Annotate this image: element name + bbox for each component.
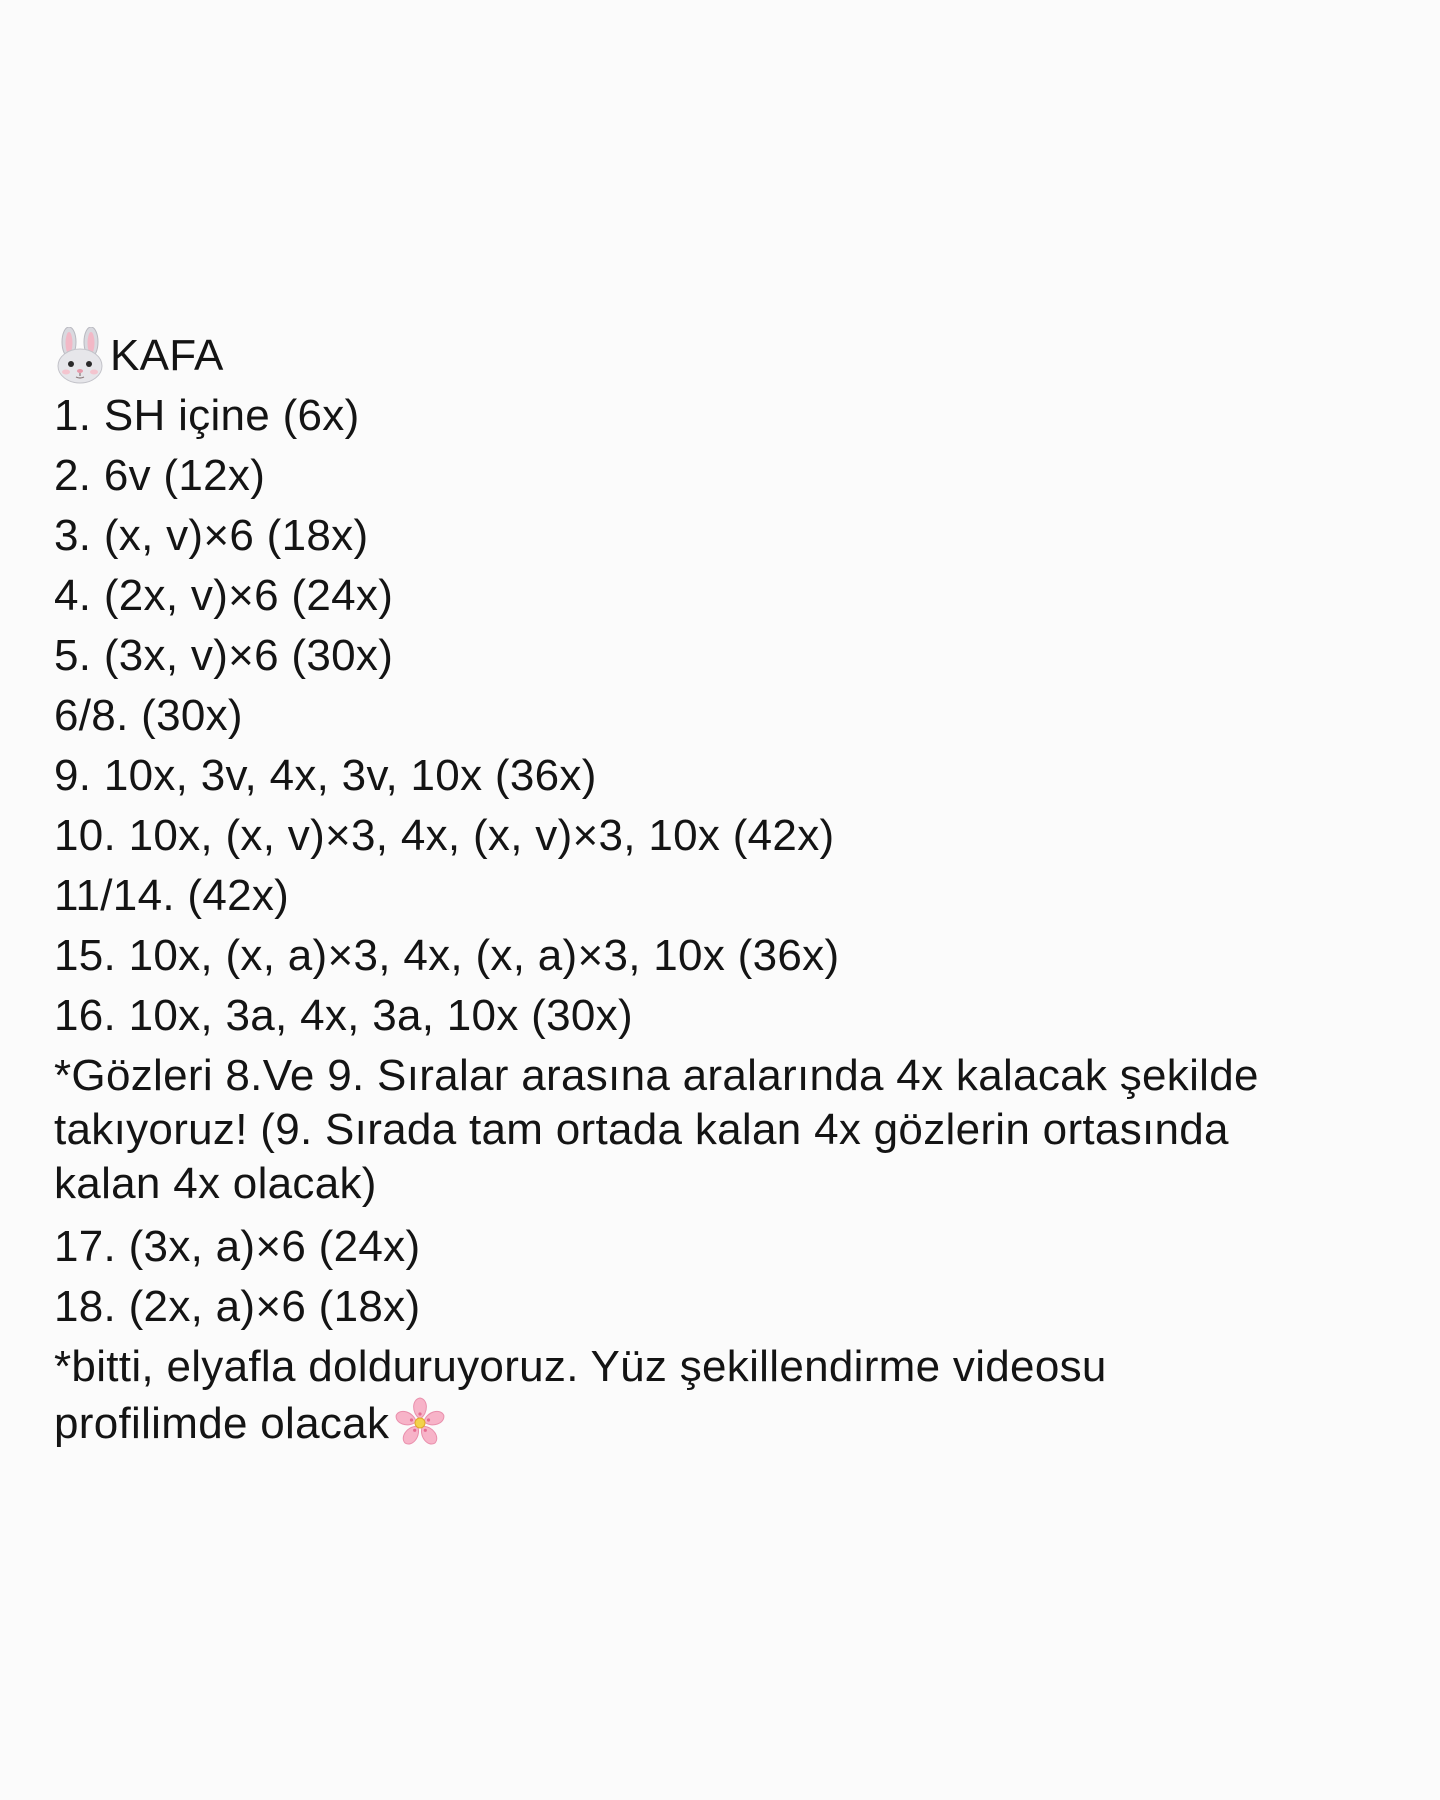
pattern-note	[54, 326, 1390, 1452]
row-10: 10. 10x, (x, v)×3, 4x, (x, v)×3, 10x (42x)	[54, 811, 835, 860]
section-title	[54, 326, 1390, 386]
row-9: 9. 10x, 3v, 4x, 3v, 10x (36x)	[54, 751, 597, 800]
eye-note-line-3: kalan 4x olacak)	[54, 1159, 377, 1208]
eye-note-line-2: takıyoruz! (9. Sırada tam ortada kalan 4x gözlerin ortasında	[54, 1105, 1229, 1154]
final-note-line-1: *bitti, elyafla dolduruyoruz. Yüz şekillendirme videosu	[54, 1342, 1107, 1391]
cherry-blossom-icon	[391, 1394, 449, 1452]
row-2: 2. 6v (12x)	[54, 451, 266, 500]
row-3: 3. (x, v)×6 (18x)	[54, 511, 369, 560]
row-17: 17. (3x, a)×6 (24x)	[54, 1222, 421, 1271]
eye-note-line-1: *Gözleri 8.Ve 9. Sıralar arasına aralarında 4x kalacak şekilde	[54, 1051, 1259, 1100]
row-1: 1. SH içine (6x)	[54, 391, 360, 440]
section-title-text: KAFA	[110, 331, 224, 380]
row-11-14: 11/14. (42x)	[54, 871, 290, 920]
row-15: 15. 10x, (x, a)×3, 4x, (x, a)×3, 10x (36x)	[54, 931, 840, 980]
rabbit-face-icon	[54, 327, 106, 385]
final-note-line-2-text: profilimde olacak	[54, 1399, 390, 1448]
row-6-8: 6/8. (30x)	[54, 691, 243, 740]
row-5: 5. (3x, v)×6 (30x)	[54, 631, 394, 680]
row-18: 18. (2x, a)×6 (18x)	[54, 1282, 421, 1331]
row-16: 16. 10x, 3a, 4x, 3a, 10x (30x)	[54, 991, 633, 1040]
final-note-line-2	[54, 1394, 1390, 1452]
row-4: 4. (2x, v)×6 (24x)	[54, 571, 394, 620]
